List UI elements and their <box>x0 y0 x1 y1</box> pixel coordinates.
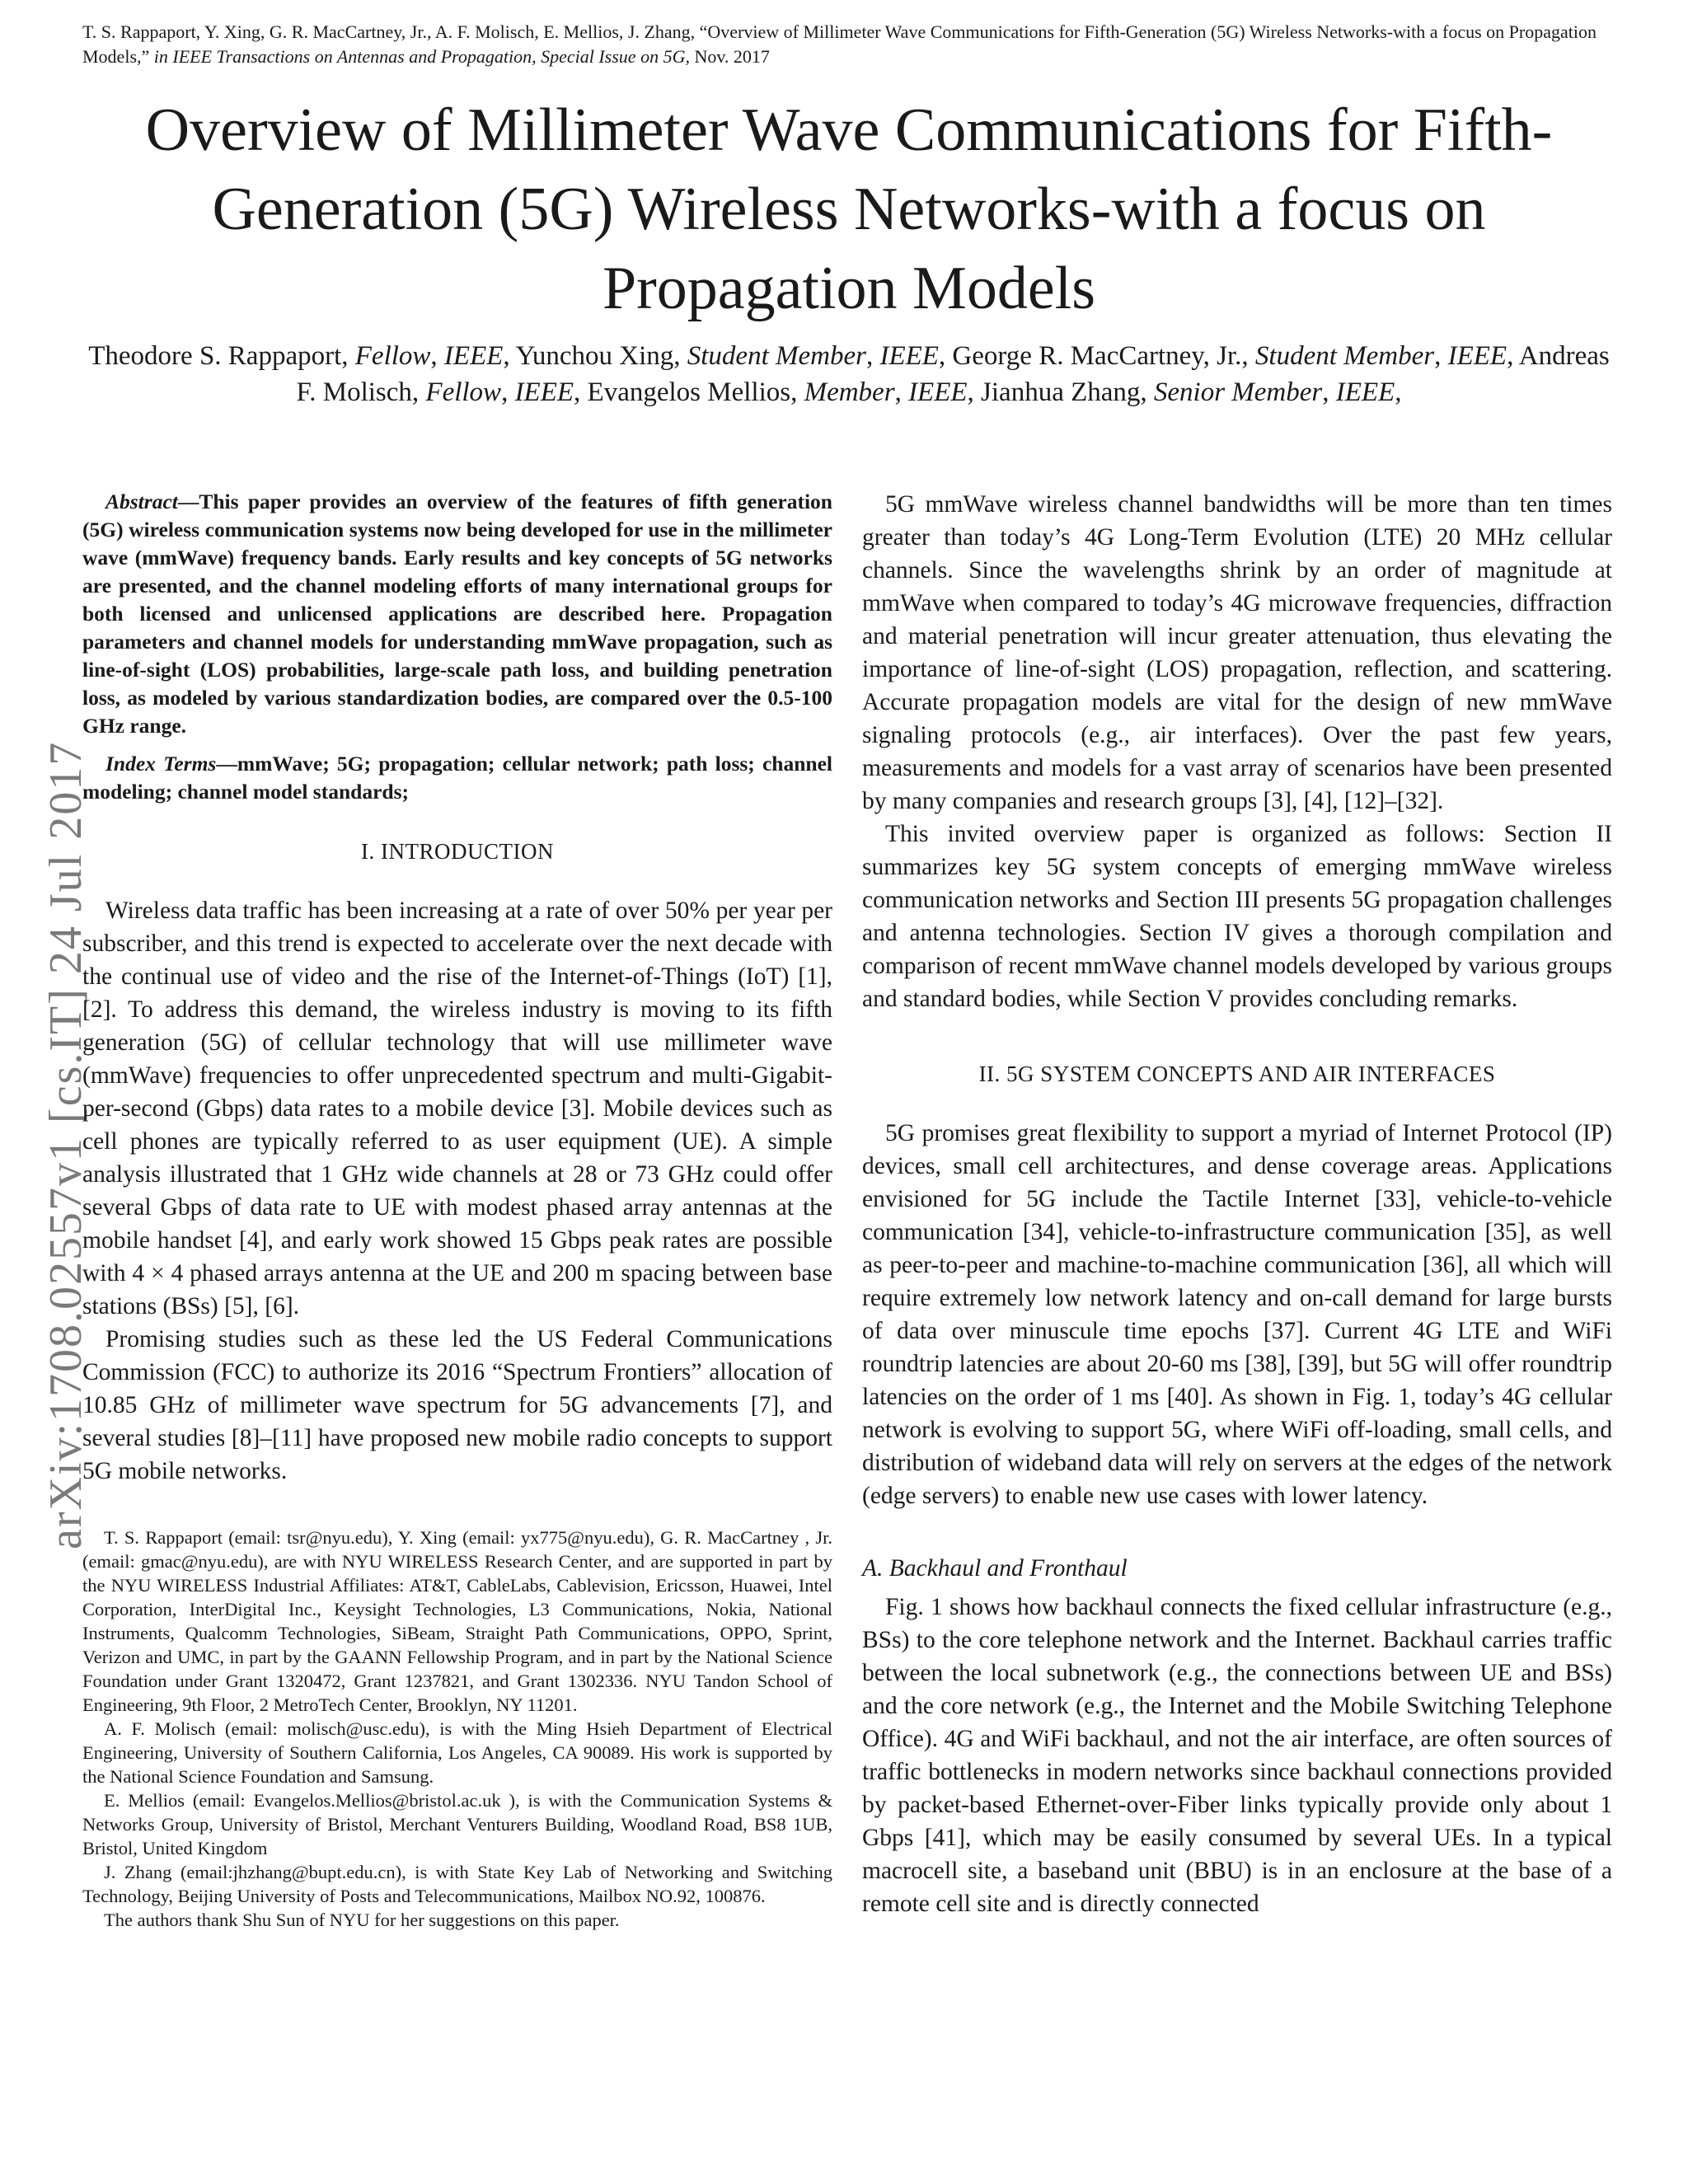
footnotes <box>82 1526 832 1932</box>
author-name: Yunchou Xing, <box>515 341 681 371</box>
subsection-heading-backhaul: A. Backhaul and Fronthaul <box>862 1555 1128 1582</box>
author-role: Member <box>804 377 895 407</box>
author-role: Student Member <box>687 341 866 371</box>
index-terms <box>82 750 832 806</box>
system-concepts-paragraph: 5G promises great flexibility to support a myriad of Internet Protocol (IP) devices, small cell architectures, and dense coverage areas. Applications envisioned for 5G include the Tactile Internet [33], vehicle-to-vehicle communication [34], vehicle-to-infrastructure communication [35], as well as peer-to-peer and machine-to-machine communication [36], all which will require extremely low network latency and on-call demand for large bursts of data over minuscule time epochs [37]. Current 4G LTE and WiFi roundtrip latencies are about 20-60 ms [38], [39], but 5G will offer roundtrip latencies on the order of 1 ms [40]. As shown in Fig. 1, today’s 4G cellular network is evolving to support 5G, where WiFi off-loading, small cells, and distribution of wideband data will rely on servers at the edges of the network (edge servers) to enable new use cases with lower latency. <box>862 1120 1612 1509</box>
abstract <box>82 488 832 740</box>
author-org: IEEE <box>1447 341 1507 371</box>
backhaul-paragraph: Fig. 1 shows how backhaul connects the fixed cellular infrastructure (e.g., BSs) to the core telephone network and the Internet. Backhaul carries traffic between the local subnetwork (e.g., the connections between UE and BSs) and the core network (e.g., the Internet and the Mobile Switching Telephone Office). 4G and WiFi backhaul, and not the air interface, are often sources of traffic bottlenecks in modern networks since backhaul connections provided by packet-based Ethernet-over-Fiber links typically provide only about 1 Gbps [41], which may be easily consumed by several UEs. In a typical macrocell site, a baseband unit (BBU) is in an enclosure at the base of a remote cell site and is directly connected <box>862 1594 1612 1917</box>
section-heading-system-concepts: II. 5G SYSTEM CONCEPTS AND AIR INTERFACES <box>978 1062 1496 1086</box>
abstract-label: Abstract <box>106 490 178 513</box>
paper-title: Overview of Millimeter Wave Communications for Fifth-Generation (5G) Wireless Networks-with a focus on Propagation Models <box>145 96 1553 322</box>
intro-paragraph: This invited overview paper is organized as follows: Section II summarizes key 5G system concepts of emerging mmWave wireless communication networks and Section III presents 5G propagation challenges and antenna technologies. Section IV gives a thorough compilation and comparison of recent mmWave channel models developed by various groups and standard bodies, while Section V provides concluding remarks. <box>862 821 1612 1012</box>
author-org: IEEE <box>1335 377 1395 407</box>
index-terms-text: —mmWave; 5G; propagation; cellular network; path loss; channel modeling; channel model standards; <box>82 752 832 804</box>
intro-paragraph: Promising studies such as these led the US Federal Communications Commission (FCC) to authorize its 2016 “Spectrum Frontiers” allocation of 10.85 GHz of millimeter wave spectrum for 5G advancements [7], and several studies [8]–[11] have proposed new mobile radio concepts to support 5G mobile networks. <box>82 1326 832 1484</box>
footnote: A. F. Molisch (email: molisch@usc.edu), is with the Ming Hsieh Department of Electrical Engineering, University of Southern California, Los Angeles, CA 90089. His work is supported by the National Science Foundation and Samsung. <box>82 1718 832 1787</box>
author-role: Student Member <box>1254 341 1435 371</box>
author-name: George R. MacCartney, Jr., <box>952 341 1249 371</box>
author-org: IEEE <box>514 377 574 407</box>
author-role: Senior Member <box>1153 377 1323 407</box>
left-column <box>82 488 832 1932</box>
author-name: Evangelos Mellios, <box>587 377 798 407</box>
right-column <box>862 488 1612 1920</box>
author-name: Jianhua Zhang, <box>981 377 1147 407</box>
footnote: J. Zhang (email:jhzhang@bupt.edu.cn), is with State Key Lab of Networking and Switching Technology, Beijing University of Posts and Telecommunications, Mailbox NO.92, 100876. <box>82 1862 832 1906</box>
citation-header <box>82 20 1615 69</box>
author-org: IEEE <box>908 377 968 407</box>
author-role: Fellow <box>354 341 431 371</box>
abstract-text: —This paper provides an overview of the features of fifth generation (5G) wireless communication systems now being developed for use in the millimeter wave (mmWave) frequency bands. Early results and key concepts of 5G networks are presented, and the channel modeling efforts of many international groups for both licensed and unlicensed applications are described here. Propagation parameters and channel models for understanding mmWave propagation, such as line-of-sight (LOS) probabilities, large-scale path loss, and building penetration loss, as modeled by various standardization bodies, are compared over the 0.5-100 GHz range. <box>82 490 832 738</box>
intro-paragraph: 5G mmWave wireless channel bandwidths will be more than ten times greater than today’s 4G Long-Term Evolution (LTE) 20 MHz cellular channels. Since the wavelengths shrink by an order of magnitude at mmWave when compared to today’s 4G microwave frequencies, diffraction and material penetration will incur greater attenuation, thus elevating the importance of line-of-sight (LOS) propagation, reflection, and scattering. Accurate propagation models are vital for the design of new mmWave signaling protocols (e.g., air interfaces). Over the past few years, measurements and models for a vast array of scenarios have been presented by many companies and research groups [3], [4], [12]–[32]. <box>862 491 1612 814</box>
author-org: IEEE <box>443 341 504 371</box>
citation-venue: in IEEE Transactions on Antennas and Propagation, Special Issue on 5G, <box>153 46 690 67</box>
footnote: T. S. Rappaport (email: tsr@nyu.edu), Y. Xing (email: yx775@nyu.edu), G. R. MacCartney , Jr. (email: gmac@nyu.edu), are with NYU WIRELESS Research Center, and are supported in part by the NYU WIRELESS Industrial Affiliates: AT&T, CableLabs, Cablevision, Ericsson, Huawei, Intel Corporation, InterDigital Inc., Keysight Technologies, L3 Communications, Nokia, National Instruments, Qualcomm Technologies, SiBeam, Straight Path Communications, OPPO, Sprint, Verizon and UMC, in part by the GAANN Fellowship Program, and in part by the National Science Foundation under Grant 1320472, Grant 1237821, and Grant 1302336. NYU Tandon School of Engineering, 9th Floor, 2 MetroTech Center, Brooklyn, NY 11201. <box>82 1527 832 1715</box>
author-name: Andreas F. Molisch, <box>296 341 1610 407</box>
arxiv-stamp: arXiv:1708.02557v1 [cs.IT] 24 Jul 2017 <box>40 740 91 1549</box>
footnote: The authors thank Shu Sun of NYU for her suggestions on this paper. <box>104 1910 620 1930</box>
citation-date: Nov. 2017 <box>694 46 770 67</box>
author-role: Fellow <box>425 377 502 407</box>
footnote: E. Mellios (email: Evangelos.Mellios@bristol.ac.uk ), is with the Communication Systems & Networks Group, University of Bristol, Merchant Venturers Building, Woodland Road, BS8 1UB, Bristol, United Kingdom <box>82 1790 832 1858</box>
author-name: Theodore S. Rappaport, <box>88 341 349 371</box>
author-list: Theodore S. Rappaport, Fellow, IEEE, Yunchou Xing, Student Member, IEEE, George R. MacCartney, Jr., Student Member, IEEE, Andreas F. Molisch, Fellow, IEEE, Evangelos Mellios, Member, IEEE, Jianhua Zhang, Senior Member, IEEE, <box>88 341 1610 407</box>
intro-paragraph: Wireless data traffic has been increasing at a rate of over 50% per year per subscriber, and this trend is expected to accelerate over the next decade with the continual use of video and the rise of the Internet-of-Things (IoT) [1], [2]. To address this demand, the wireless industry is moving to its fifth generation (5G) of cellular technology that will use millimeter wave (mmWave) frequencies to offer unprecedented spectrum and multi-Gigabit-per-second (Gbps) data rates to a mobile device [3]. Mobile devices such as cell phones are typically referred to as user equipment (UE). A simple analysis illustrated that 1 GHz wide channels at 28 or 73 GHz could offer several Gbps of data rate to UE with modest phased array antennas at the mobile handset [4], and early work showed 15 Gbps peak rates are possible with 4 × 4 phased arrays antenna at the UE and 200 m spacing between base stations (BSs) [5], [6]. <box>82 898 832 1319</box>
author-org: IEEE <box>879 341 939 371</box>
index-terms-label: Index Terms <box>106 752 217 776</box>
section-heading-introduction: I. INTRODUCTION <box>361 839 554 864</box>
citation-text: T. S. Rappaport, Y. Xing, G. R. MacCartney, Jr., A. F. Molisch, E. Mellios, J. Zhang, “Overview of Millimeter Wave Communications for Fifth-Generation (5G) Wireless Networks-with a focus on Propagation Models,” <box>82 21 1597 67</box>
